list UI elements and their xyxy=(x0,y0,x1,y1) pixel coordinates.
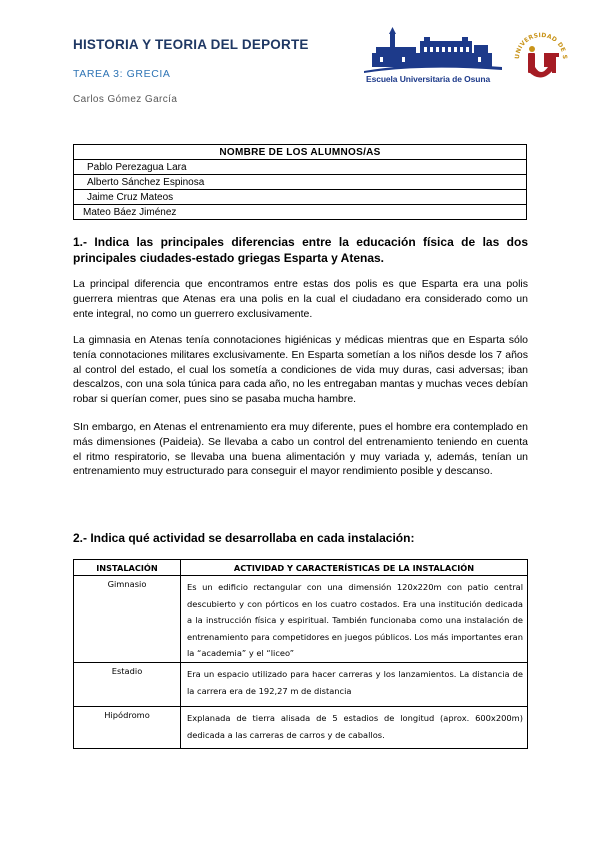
installations-table xyxy=(73,559,528,749)
installation-name: Hipódromo xyxy=(74,706,181,748)
table-row xyxy=(74,175,527,190)
svg-text:UNIVERSIDAD DE SEVILLA xyxy=(511,27,568,60)
student-name: Alberto Sánchez Espinosa xyxy=(74,175,527,190)
seal-text: UNIVERSIDAD DE S xyxy=(513,31,569,60)
students-table xyxy=(73,144,527,220)
installation-description: Es un edificio rectangular con una dimensión 120x220m con patio central descubierto y con pórticos en los cuatro costados. Era una institución dedicada a la instrucción física y espiritual. También funcionaba como una instalación de entrenamiento para competidores en juegos públicos. Los más importantes eran la “academia” y el “liceo” xyxy=(181,576,528,663)
table-row xyxy=(74,205,527,220)
installation-name: Gimnasio xyxy=(74,576,181,663)
table-header-row xyxy=(74,560,528,576)
osuna-building-icon xyxy=(362,27,504,73)
installation-description: Explanada de tierra alisada de 5 estadios de longitud (aprox. 600x200m) dedicada a las carreras de carros y de caballos. xyxy=(181,706,528,748)
table-row xyxy=(74,160,527,175)
student-name: Pablo Perezagua Lara xyxy=(74,160,527,175)
students-table-header: NOMBRE DE LOS ALUMNOS/AS xyxy=(74,145,527,160)
student-name: Mateo Báez Jiménez xyxy=(74,205,527,220)
osuna-logo-text: Escuela Universitaria de Osuna xyxy=(366,74,491,84)
universidad-sevilla-logo xyxy=(511,27,571,87)
student-name: Jaime Cruz Mateos xyxy=(74,190,527,205)
university-seal-icon xyxy=(511,27,571,87)
table-header-row xyxy=(74,145,527,160)
column-header-activity: ACTIVIDAD Y CARACTERÍSTICAS DE LA INSTALACIÓN xyxy=(181,560,528,576)
section2-heading: 2.- Indica qué actividad se desarrollaba en cada instalación: xyxy=(73,531,415,545)
section1-paragraph-1: La principal diferencia que encontramos entre estas dos polis es que Esparta era una polis guerrera mientras que Atenas era una polis en la cual el ciudadano era considerado como un ente integral, no como un guerrero exclusivamente. xyxy=(73,278,528,320)
table-row xyxy=(74,190,527,205)
table-row xyxy=(74,662,528,706)
section1-paragraph-3: SIn embargo, en Atenas el entrenamiento era muy diferente, pues el hombre era contemplado en más dimensiones (Paideia). Se llevaba a cabo un control del entrenamiento teniendo en cuenta el ritmo respiratorio, se llevaba una buena alimentación y muy variada y, además, tenían un entrenamiento muy estructurado para conseguir el mayor rendimiento posible y descanso. xyxy=(73,421,528,478)
table-row xyxy=(74,706,528,748)
author-name: Carlos Gómez García xyxy=(73,94,178,105)
installation-name: Estadio xyxy=(74,662,181,706)
installation-description: Era un espacio utilizado para hacer carreras y los lanzamientos. La distancia de la carrera era de 192,27 m de distancia xyxy=(181,662,528,706)
column-header-installation: INSTALACIÓN xyxy=(74,560,181,576)
table-row xyxy=(74,576,528,663)
osuna-school-logo xyxy=(362,27,504,89)
task-subtitle: TAREA 3: GRECIA xyxy=(73,68,171,80)
section1-paragraph-2: La gimnasia en Atenas tenía connotaciones higiénicas y médicas mientras que en Esparta sólo tenía connotaciones militares exclusivamente. En Esparta sometían a los niños desde los 7 años al control del estado, el cual los sometía a condiciones de vida muy duras, casi adversas; iban descalzos, con una sola túnica para cada año, no les entregaban mantas y muchas veces debían robar si querían comer, pues sino se pasaba mucha hambre. xyxy=(73,334,528,406)
document-title: HISTORIA Y TEORIA DEL DEPORTE xyxy=(73,37,309,52)
section1-heading: 1.- Indica las principales diferencias entre la educación física de las dos principales ciudades-estado griegas Esparta y Atenas. xyxy=(73,235,528,265)
